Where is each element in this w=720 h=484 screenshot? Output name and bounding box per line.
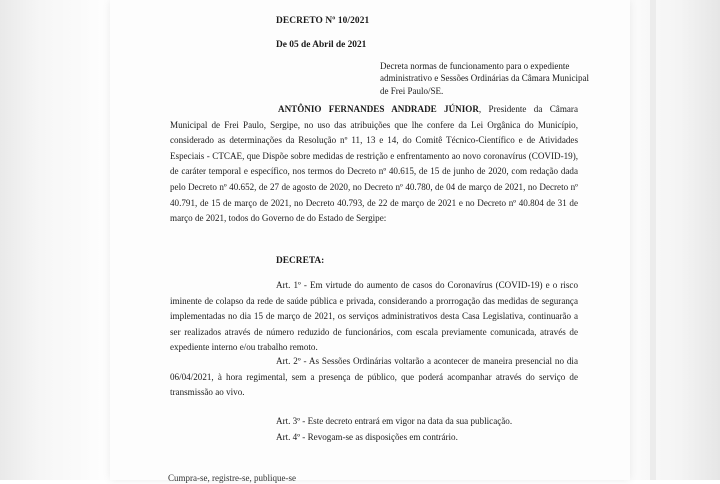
article-2-text: Art. 2º - As Sessões Ordinárias voltarão a acontecer de maneira presencial no dia 06/04/2021, à hora regimental, sem a presença de público, que poderá acompanhar através do serviço de transmissão ao vivo. — [170, 356, 578, 398]
article-2 — [170, 354, 578, 401]
decree-summary: Decreta normas de funcionamento para o expediente administrativo e Sessões Ordinárias da Câmara Municipal de Frei Paulo/SE. — [380, 61, 589, 96]
decree-date: De 05 de Abril de 2021 — [276, 40, 367, 50]
president-name: ANTÔNIO FERNANDES ANDRADE JÚNIOR — [278, 104, 479, 114]
article-4-text: Art. 4º - Revogam-se as disposições em contrário. — [276, 432, 458, 442]
article-4 — [170, 430, 578, 446]
preamble-text: , Presidente da Câmara Municipal de Frei Paulo, Sergipe, no uso das atribuições que lhe confere da Lei Orgânica do Município, considerado as determinações da Resolução nº 11, 13 e 14, do Comitê Técnico-Científico e de Atividades Especiais - CTCAE, que Dispõe sobre medidas de restrição e enfrentamento ao novo coronavírus (COVID-19), de caráter temporal e específico, nos termos do Decreto nº 40.615, de 15 de junho de 2020, com redação dada pelo Decreto nº 40.652, de 27 de agosto de 2020, no Decreto nº 40.780, de 04 de março de 2021, no Decreto nº 40.791, de 15 de março de 2021, no Decreto 40.793, de 22 de março de 2021 e no Decreto nº 40.804 de 31 de março de 2021, todos do Governo de do Estado de Sergipe: — [170, 104, 578, 224]
page-edge — [650, 0, 656, 480]
article-3 — [170, 414, 578, 430]
decreta-heading: DECRETA: — [276, 256, 325, 266]
article-1-text: Art. 1º - Em virtude do aumento de casos do Coronavírus (COVID-19) e o risco iminente de colapso da rede de saúde pública e privada, considerando a prorrogação das medidas de segurança implementadas no dia 15 de março de 2021, os serviços administrativos desta Casa Legislativa, continuarão a ser realizados através de número reduzido de funcionários, com escala previamente comunicada, através de expediente interno e/ou trabalho remoto. — [170, 280, 578, 353]
article-3-text: Art. 3º - Este decreto entrará em vigor na data da sua publicação. — [276, 416, 513, 426]
article-1 — [170, 278, 578, 356]
closing-line: Cumpra-se, registre-se, publique-se — [168, 473, 296, 483]
preamble-paragraph — [170, 102, 578, 227]
decree-title: DECRETO Nº 10/2021 — [276, 16, 370, 26]
